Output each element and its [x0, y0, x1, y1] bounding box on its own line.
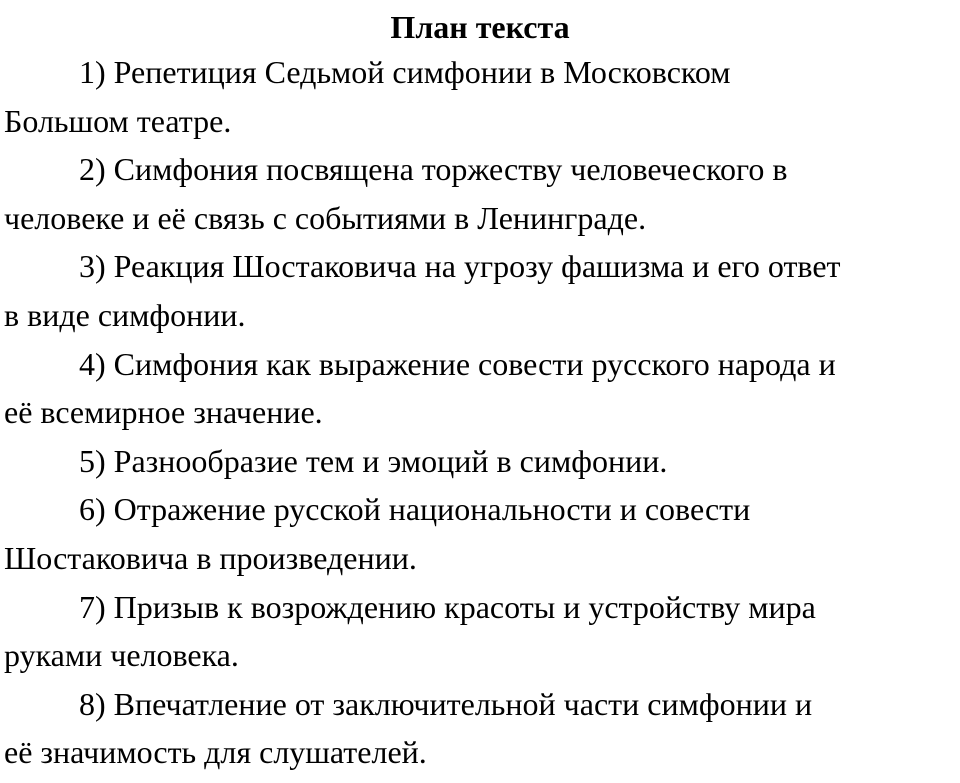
plan-item-7-line-2: руками человека. — [4, 637, 239, 674]
document-title: План текста — [390, 9, 570, 45]
plan-item-5 — [0, 437, 960, 486]
plan-item-2 — [0, 145, 960, 242]
plan-item-1-line-2: Большом театре. — [4, 102, 232, 139]
plan-item-3-line-1: 3) Реакция Шостаковича на угрозу фашизма и его ответ — [79, 248, 841, 285]
plan-item-8 — [0, 680, 960, 777]
plan-item-4-line-1: 4) Симфония как выражение совести русского народа и — [79, 345, 836, 382]
plan-item-1-line-1: 1) Репетиция Седьмой симфонии в Московском — [79, 54, 731, 90]
plan-item-2-line-2: человеке и её связь с событиями в Ленинграде. — [4, 199, 647, 236]
plan-item-2-line-1: 2) Симфония посвящена торжеству человеческого в — [79, 151, 788, 188]
plan-item-4-line-2: её всемирное значение. — [4, 394, 323, 431]
plan-list — [0, 48, 960, 777]
plan-item-8-line-1: 8) Впечатление от заключительной части симфонии и — [79, 685, 813, 722]
plan-item-8-line-2: её значимость для слушателей. — [4, 734, 427, 771]
plan-item-1 — [0, 48, 960, 145]
plan-item-6-line-1: 6) Отражение русской национальности и совести — [79, 491, 751, 528]
plan-item-7-line-1: 7) Призыв к возрождению красоты и устройству мира — [79, 588, 816, 625]
plan-item-4 — [0, 340, 960, 437]
plan-item-6-line-2: Шостаковича в произведении. — [4, 539, 417, 576]
plan-item-3-line-2: в виде симфонии. — [4, 296, 246, 333]
plan-item-3 — [0, 242, 960, 339]
plan-item-6 — [0, 485, 960, 582]
plan-item-5-line-1: 5) Разнообразие тем и эмоций в симфонии. — [79, 442, 668, 479]
plan-item-7 — [0, 583, 960, 680]
